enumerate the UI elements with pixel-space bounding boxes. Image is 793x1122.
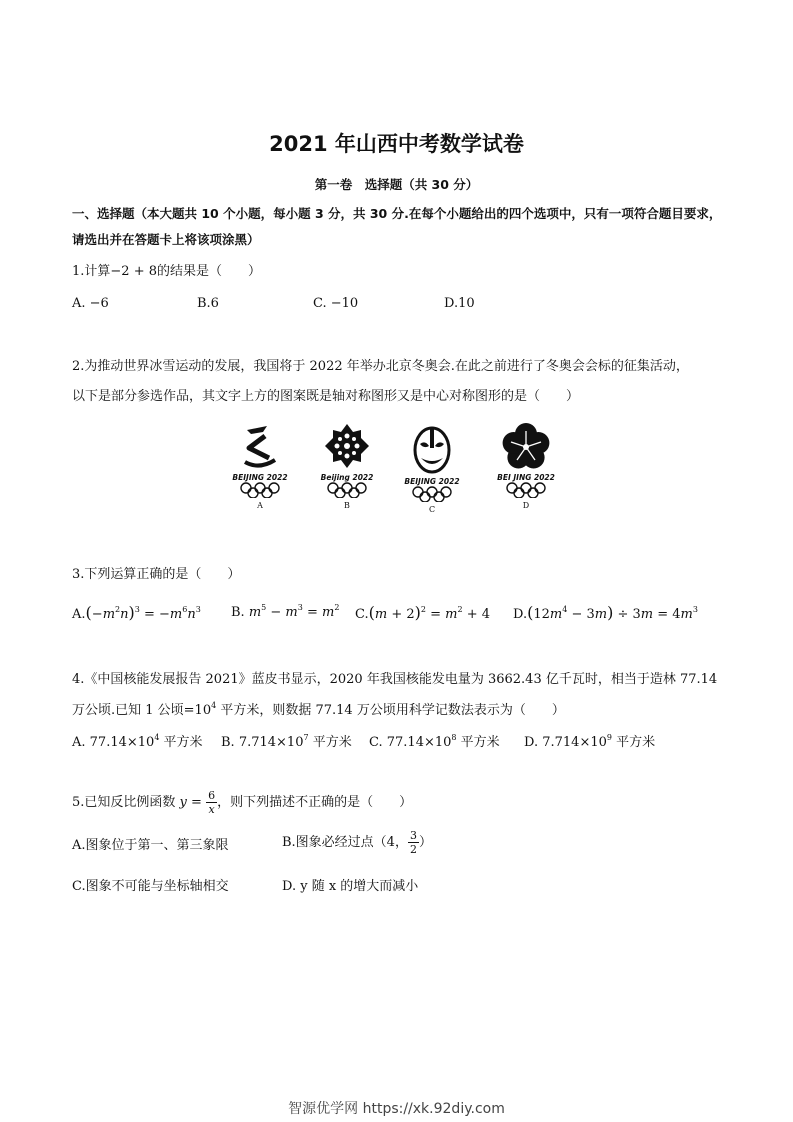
- q4-option-b-label: B. 7.714×10: [221, 735, 304, 750]
- logo-option-d: [486, 422, 566, 522]
- question-5-stem: 5.已知反比例函数 y = $\frac{6}{x}$ ，则下列描述不正确的是（ ）: [72, 789, 413, 816]
- question-2-stem-line2: 以下是部分参选作品，其文字上方的图案既是轴对称图形又是中心对称图形的是（ ）: [72, 389, 580, 404]
- logo-d-letter: D: [522, 501, 530, 510]
- q3-option-b-label: B.: [231, 605, 245, 620]
- q4-option-d-unit: 平方米: [611, 735, 656, 750]
- plum-blossom-emblem-icon: [501, 422, 551, 472]
- q1-suffix: 的结果是（ ）: [157, 264, 262, 279]
- q4-line2-a: 万公顷.已知 1 公顷=10: [72, 703, 212, 718]
- q1-option-b: B.6: [197, 296, 219, 311]
- q3-option-a-label: A.: [72, 607, 86, 622]
- logo-b-text: Beijing 2022: [320, 473, 374, 482]
- question-3-stem: 3.下列运算正确的是（ ）: [72, 567, 241, 582]
- q4-option-d: [524, 733, 655, 753]
- olympic-rings-icon: [324, 482, 370, 498]
- q3-option-d: $D.(12m^4 - 3m) \div 3m = 4m^3$: [513, 603, 698, 622]
- footer-watermark: 智源优学网 https://xk.92diy.com: [288, 1101, 505, 1117]
- q4-option-a-unit: 平方米: [159, 735, 203, 750]
- q5-prefix: 5.已知反比例函数: [72, 795, 176, 810]
- q5-option-b: B.图象必经过点（4， $\frac{3}{2}$ ）: [282, 829, 432, 856]
- q4-line2-b: 平方米，则数据 77.14 万公顷用科学记数法表示为（ ）: [216, 703, 565, 718]
- q4-option-c: [369, 733, 500, 753]
- q1-option-d: D.10: [444, 296, 475, 311]
- q4-option-a: [72, 733, 203, 753]
- opera-mask-emblem-icon: [409, 422, 455, 476]
- q5-option-d: D. y 随 x 的增大而减小: [282, 879, 419, 894]
- q4-option-b-exp: 7: [303, 733, 309, 742]
- logo-d-text: BEI JING 2022: [497, 473, 555, 482]
- q4-option-b: [221, 733, 352, 753]
- logo-a-letter: A: [257, 501, 263, 510]
- q4-option-c-exp: 8: [451, 733, 457, 742]
- q4-option-c-label: C. 77.14×10: [369, 735, 452, 750]
- question-4-stem-line2: 万公顷.已知 1 公顷$=10^4$ 平方米，则数据 77.14 万公顷用科学记数法表示为（ ）: [72, 701, 565, 718]
- section-heading: 第一卷 选择题（共 30 分）: [314, 177, 479, 192]
- question-4-stem-line1: 4.《中国核能发展报告 2021》蓝皮书显示，2020 年我国核能发电量为 3662.43 亿千瓦时，相当于造林 77.14: [72, 672, 718, 687]
- logo-option-a: [220, 422, 300, 522]
- q4-option-a-exp: 4: [154, 733, 160, 742]
- logo-b-letter: B: [344, 501, 350, 510]
- question-1-stem: [72, 262, 261, 282]
- olympic-rings-icon: [409, 486, 455, 502]
- q5-option-a: A.图象位于第一、第三象限: [72, 838, 229, 853]
- q4-option-c-unit: 平方米: [456, 735, 500, 750]
- exam-title: 2021 年山西中考数学试卷: [269, 132, 524, 156]
- logo-c-text: BEIJING 2022: [404, 477, 460, 486]
- q1-option-c: C. −10: [313, 296, 359, 311]
- logo-option-b: [307, 422, 387, 522]
- q1-expr: −2 + 8: [110, 264, 157, 279]
- logo-c-letter: C: [428, 505, 436, 514]
- olympic-rings-icon: [237, 482, 283, 498]
- q4-option-d-exp: 9: [606, 733, 612, 742]
- ribbon-emblem-icon: [237, 422, 283, 472]
- q4-option-a-label: A. 77.14×10: [72, 735, 155, 750]
- olympic-rings-icon: [503, 482, 549, 498]
- q5-option-b-fraction: $\frac{3}{2}$: [409, 829, 417, 856]
- question-2-stem-line1: 2.为推动世界冰雪运动的发展，我国将于 2022 年举办北京冬奥会.在此之前进行了冬奥会会标的征集活动，: [72, 359, 689, 374]
- instructions: 一、选择题（本大题共 10 个小题，每小题 3 分，共 30 分.在每个小题给出的四个选项中，只有一项符合题目要求，请选出并在答题卡上将该项涂黑）: [72, 206, 722, 247]
- q5-option-c: C.图象不可能与坐标轴相交: [72, 879, 229, 894]
- snowflake-emblem-icon: [324, 422, 370, 472]
- q4-option-d-label: D. 7.714×10: [524, 735, 607, 750]
- logo-a-text: BEIJING 2022: [232, 473, 288, 482]
- q1-option-a: A. −6: [72, 296, 109, 311]
- q4-option-b-unit: 平方米: [308, 735, 352, 750]
- q1-prefix: 1.计算: [72, 264, 111, 279]
- logo-option-c: [392, 422, 472, 522]
- q3-option-c: $C.(m + 2)^2 = m^2 + 4$: [355, 603, 491, 622]
- q5-suffix: ，则下列描述不正确的是（ ）: [217, 795, 413, 810]
- q5-fraction: $\frac{6}{x}$: [208, 789, 216, 816]
- q3-option-d-label: D.: [513, 607, 528, 622]
- q3-option-c-label: C.: [355, 607, 369, 622]
- q3-option-b: B. $m^5 - m^3 = m^2$: [231, 603, 340, 620]
- q5-option-b-label: B.图象必经过点（4，: [282, 835, 408, 850]
- q3-option-a: $A.(-m^2n)^3 = -m^6n^3$: [72, 603, 201, 622]
